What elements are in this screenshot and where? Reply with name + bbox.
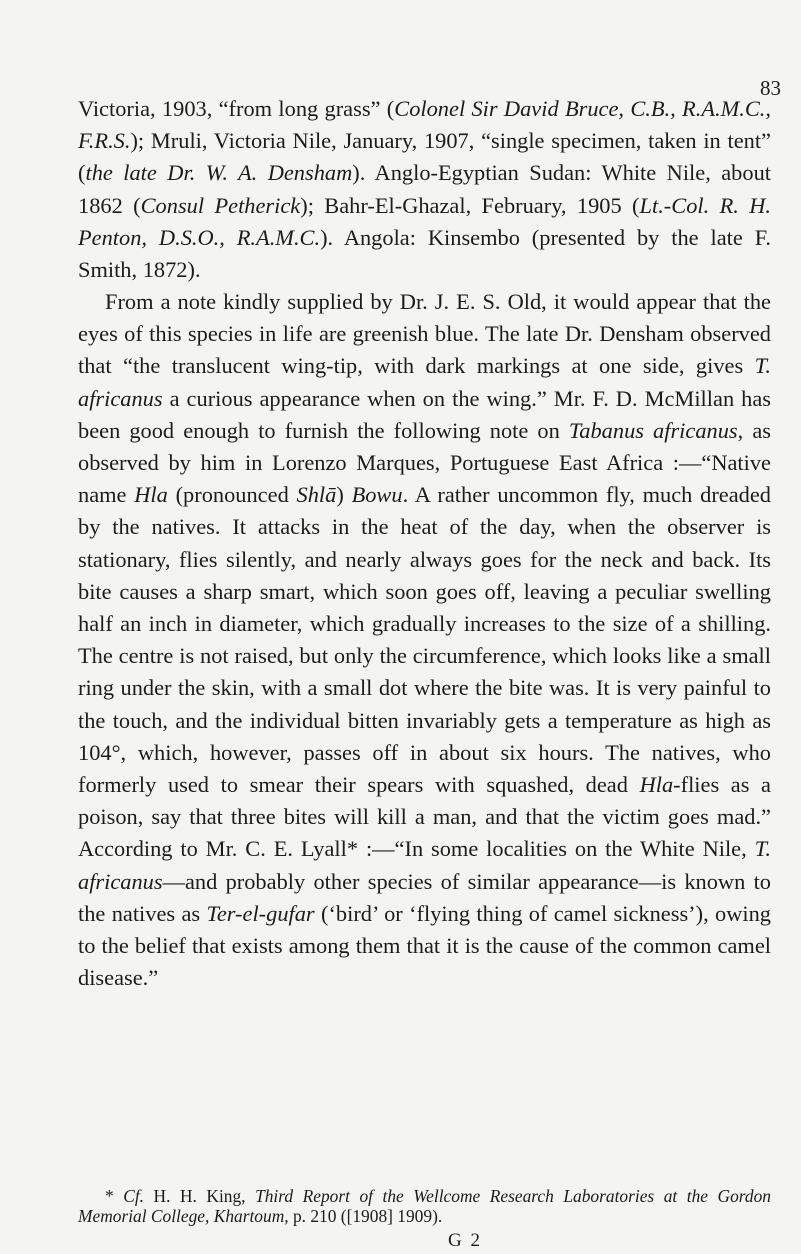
- text-run: H. H. King,: [144, 1186, 256, 1206]
- text-run: ). Angola: Kinsembo (presented by the late F. Smith, 1872).: [78, 224, 771, 283]
- text-run: From a note kindly supplied by Dr. J. E. S. Old, it would appear that the eyes of this species in life are greenish blue. The late Dr. Densham observed that “the translucent wing-tip, with dark markings at one side, gives: [78, 289, 771, 379]
- italic-run: Third Report of the Wellcome Research Laboratories at the Gordon Memorial College, Khartoum,: [78, 1186, 772, 1226]
- italic-run: the late Dr. W. A. Densham: [85, 160, 353, 186]
- italic-run: Hla: [134, 482, 168, 508]
- text-run: ). Anglo-Egyptian Sudan: White Nile, about 1862 (: [78, 160, 771, 218]
- text-run: *: [105, 1186, 124, 1206]
- italic-run: Hla: [639, 772, 674, 798]
- italic-run: Cf.: [123, 1186, 145, 1206]
- signature-mark: G 2: [448, 1230, 482, 1251]
- italic-run: Consul Petherick: [140, 192, 301, 218]
- text-run: ); Bahr-El-Ghazal, February, 1905 (: [300, 192, 640, 218]
- text-run: a curious appearance when on the wing.” Mr. F. D. McMillan has been good enough to furnish the following note on: [78, 385, 771, 443]
- italic-run: Tabanus africanus: [568, 417, 738, 443]
- italic-run: Shlā: [296, 482, 337, 508]
- italic-run: Lt.-Col. R. H. Penton, D.S.O., R.A.M.C.: [78, 192, 771, 250]
- italic-run: T. africanus: [78, 353, 771, 411]
- text-run: p. 210 ([1908] 1909).: [288, 1206, 443, 1226]
- body-paragraph-1: [78, 93, 771, 286]
- text-run: —and probably other species of similar appearance—is known to the natives as: [78, 868, 771, 926]
- page-number: 83: [760, 76, 781, 100]
- footnote: [78, 1186, 771, 1226]
- italic-run: Ter-el-gufar: [206, 900, 315, 926]
- text-run: ); Mruli, Victoria Nile, January, 1907, “single specimen, taken in tent” (: [78, 128, 771, 186]
- text-run: . A rather uncommon fly, much dreaded by the natives. It attacks in the heat of the day, when the observer is stationary, flies silently, and nearly always goes for the neck and back. Its bite causes a sharp smart, which soon goes off, leaving a peculiar swelling half an inch in diameter, which gradually increases to the size of a shilling. The centre is not raised, but only the circumference, which looks like a small ring under the skin, with a small dot where the bite was. It is very painful to the touch, and the individual bitten invariably gets a temperature as high as 104°, which, however, passes off in about six hours. The natives, who formerly used to smear their spears with squashed, dead: [78, 482, 771, 798]
- text-run: (‘bird’ or ‘flying thing of camel sickness’), owing to the belief that exists among them that it is the cause of the common camel disease.”: [78, 900, 771, 991]
- text-run: Victoria, 1903, “from long grass” (: [78, 96, 395, 121]
- text-run: , as observed by him in Lorenzo Marques, Portuguese East Africa :—“Native name: [78, 417, 771, 508]
- italic-run: Colonel Sir David Bruce, C.B., R.A.M.C., F.R.S.: [78, 96, 771, 154]
- italic-run: T. africanus: [78, 836, 771, 894]
- body-paragraph-2: [78, 286, 771, 994]
- text-run: -flies as a poison, say that three bites will kill a man, and that the victim goes mad.” According to Mr. C. E. Lyall* :—“In some localities on the White Nile,: [78, 772, 771, 862]
- text-run: ): [336, 482, 352, 508]
- italic-run: Bowu: [351, 482, 403, 508]
- text-run: (pronounced: [167, 482, 297, 508]
